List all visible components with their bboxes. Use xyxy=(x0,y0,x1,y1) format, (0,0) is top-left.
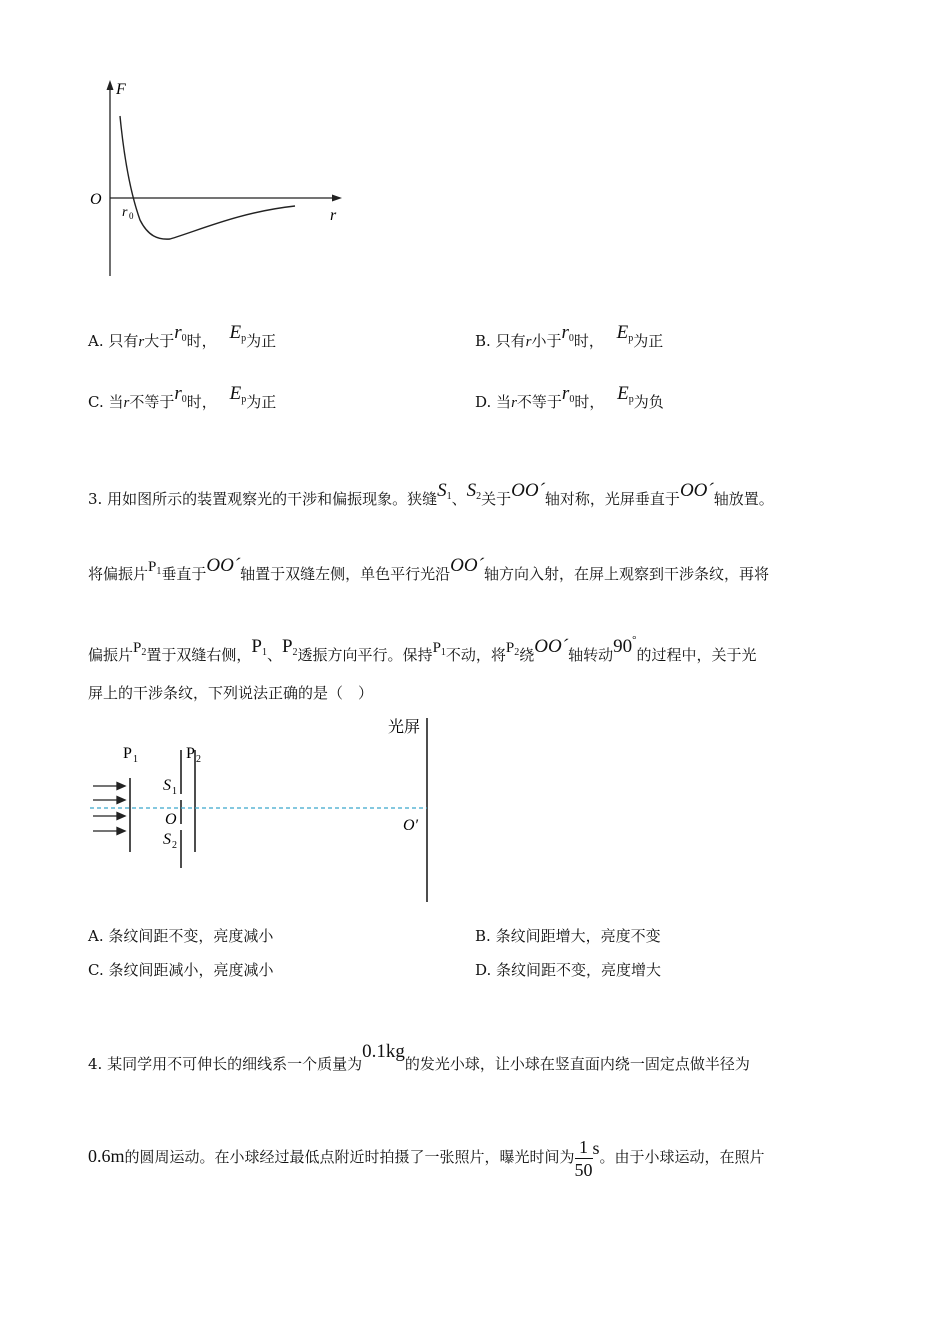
q2-option-b[interactable]: B. 只有r小于$r_0$时， $E_p$为正 xyxy=(475,322,664,350)
q3-option-a[interactable]: A. 条纹间距不变，亮度减小 xyxy=(88,927,274,945)
oo-axis-symbol: OO´ xyxy=(534,636,569,657)
oo-axis-symbol: OO´ xyxy=(679,480,714,501)
q4-line-1: 4. 某同学用不可伸长的细线系一个质量为0.1kg的发光小球，让小球在竖直面内绕一固定点做半径为 xyxy=(88,1041,750,1073)
p2-symbol: $P_2$ xyxy=(281,636,298,658)
p2-label-sub: 2 xyxy=(196,754,201,765)
r0-subscript: 0 xyxy=(129,211,134,221)
s2-label-sub: 2 xyxy=(172,840,177,851)
ep-symbol: $E_p$ xyxy=(616,322,634,344)
p2-symbol: $P_2$ xyxy=(133,640,147,658)
s1-label-sub: 1 xyxy=(172,786,177,797)
q2-option-a[interactable]: A. 只有r大于$r_0$时， $E_p$为正 xyxy=(88,322,277,350)
exposure-unit: s xyxy=(592,1138,600,1158)
q3-option-b[interactable]: B. 条纹间距增大，亮度不变 xyxy=(475,927,661,945)
q2-option-d[interactable]: D. 当r不等于$r_0$时， $E_p$为负 xyxy=(475,383,664,411)
oo-axis-symbol: OO´ xyxy=(450,555,484,576)
oo-axis-symbol: OO´ xyxy=(206,555,241,576)
r0-label: r xyxy=(122,205,128,220)
p1-symbol: $P_1$ xyxy=(251,636,267,658)
mass-value: 0.1kg xyxy=(362,1041,405,1062)
q3-line-1: 3. 用如图所示的装置观察光的干涉和偏振现象。狭缝$S_1$、$S_2$关于OO´轴对称，光屏垂直于OO´轴放置。 xyxy=(88,480,774,508)
exposure-fraction: $\frac{1}{50}$ xyxy=(574,1136,593,1180)
q2-option-c[interactable]: C. 当r不等于$r_0$时， $E_p$为正 xyxy=(88,383,277,411)
q3-option-d[interactable]: D. 条纹间距不变，亮度增大 xyxy=(475,961,662,979)
p1-label-sub: 1 xyxy=(133,754,138,765)
origin-label: O xyxy=(90,191,102,208)
o-label: O xyxy=(165,811,177,828)
p2-label: P xyxy=(186,745,195,762)
ep-symbol: $E_p$ xyxy=(617,383,634,405)
o-prime-label: O′ xyxy=(403,817,419,834)
q4-line-2: 0.6m的圆周运动。在小球经过最低点附近时拍摄了一张照片，曝光时间为 $\frac{1}{50}$ s。由于小球运动，在照片 xyxy=(88,1136,765,1180)
s2-label: S xyxy=(163,831,171,848)
q3-line-4: 屏上的干涉条纹，下列说法正确的是（ ） xyxy=(88,684,374,702)
ep-symbol: $E_p$ xyxy=(229,322,247,344)
radius-value: 0.6m xyxy=(88,1146,125,1166)
f-axis-label: F xyxy=(116,81,126,98)
f-axis-arrow xyxy=(107,80,114,90)
ep-symbol: $E_p$ xyxy=(229,383,247,405)
s2-symbol: $S_2$ xyxy=(466,480,482,502)
force-distance-graph xyxy=(80,78,360,288)
p1-symbol: $P_1$ xyxy=(148,559,162,577)
force-curve xyxy=(120,116,295,239)
s1-symbol: $S_1$ xyxy=(437,480,452,502)
r0-symbol: $r_0$ xyxy=(561,322,574,344)
r0-symbol: $r_0$ xyxy=(561,383,575,405)
q3-line-2: 将偏振片$P_1$垂直于OO´轴置于双缝左侧，单色平行光沿OO´轴方向入射，在屏上观察到干涉条纹，再将 xyxy=(88,555,769,583)
q3-line-3: 偏振片$P_2$置于双缝右侧，$P_1$、$P_2$透振方向平行。保持$P_1$不动，将$P_2$绕OO´轴转动90°的过程中，关于光 xyxy=(88,634,757,664)
r-axis-arrow xyxy=(332,195,342,202)
p1-label: P xyxy=(123,745,132,762)
screen-label: 光屏 xyxy=(388,717,421,736)
r-axis-label: r xyxy=(330,207,337,224)
s1-label: S xyxy=(163,777,171,794)
oo-axis-symbol: OO´ xyxy=(511,480,545,501)
double-slit-apparatus-diagram xyxy=(85,710,435,910)
r0-symbol: $r_0$ xyxy=(174,383,187,405)
angle-90: 90° xyxy=(613,634,637,657)
r0-symbol: $r_0$ xyxy=(174,322,187,344)
p1-symbol: $P_1$ xyxy=(432,640,446,658)
q3-option-c[interactable]: C. 条纹间距减小，亮度减小 xyxy=(88,961,274,979)
p2-symbol: $P_2$ xyxy=(505,640,520,658)
